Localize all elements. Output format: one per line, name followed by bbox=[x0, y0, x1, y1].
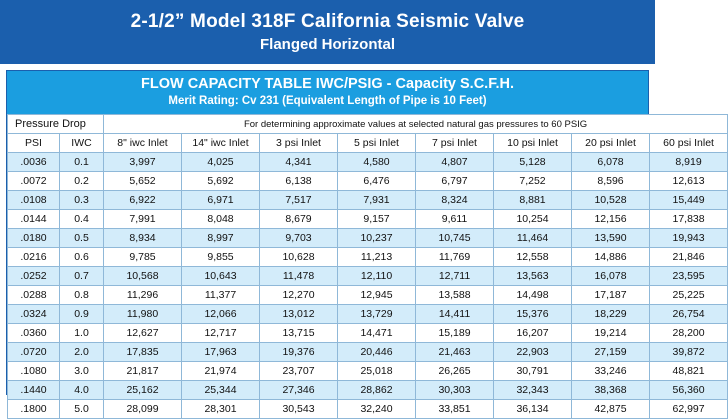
cell-value: 12,066 bbox=[182, 305, 260, 324]
cell-value: 56,360 bbox=[650, 381, 728, 400]
cell-iwc: 0.8 bbox=[60, 286, 104, 305]
cell-value: 4,807 bbox=[416, 153, 494, 172]
cell-value: 19,376 bbox=[260, 343, 338, 362]
cell-value: 38,368 bbox=[572, 381, 650, 400]
cell-value: 11,464 bbox=[494, 229, 572, 248]
table-note: For determining approximate values at selected natural gas pressures to 60 PSIG bbox=[104, 115, 728, 134]
cell-value: 21,846 bbox=[650, 248, 728, 267]
table-row bbox=[8, 191, 728, 210]
cell-value: 12,627 bbox=[104, 324, 182, 343]
cell-value: 8,919 bbox=[650, 153, 728, 172]
cell-value: 15,449 bbox=[650, 191, 728, 210]
cell-iwc: 5.0 bbox=[60, 400, 104, 419]
cell-value: 6,078 bbox=[572, 153, 650, 172]
cell-value: 12,711 bbox=[416, 267, 494, 286]
cell-value: 10,628 bbox=[260, 248, 338, 267]
cell-psi: .0324 bbox=[8, 305, 60, 324]
pressure-drop-label: Pressure Drop bbox=[8, 115, 104, 134]
cell-value: 33,851 bbox=[416, 400, 494, 419]
cell-value: 10,254 bbox=[494, 210, 572, 229]
cell-value: 12,613 bbox=[650, 172, 728, 191]
cell-iwc: 0.1 bbox=[60, 153, 104, 172]
cell-value: 4,341 bbox=[260, 153, 338, 172]
cell-value: 13,588 bbox=[416, 286, 494, 305]
cell-psi: .0720 bbox=[8, 343, 60, 362]
cell-value: 9,157 bbox=[338, 210, 416, 229]
cell-value: 28,200 bbox=[650, 324, 728, 343]
cell-value: 6,922 bbox=[104, 191, 182, 210]
table-row bbox=[8, 172, 728, 191]
table-row bbox=[8, 381, 728, 400]
cell-value: 12,558 bbox=[494, 248, 572, 267]
cell-value: 16,078 bbox=[572, 267, 650, 286]
cell-iwc: 4.0 bbox=[60, 381, 104, 400]
cell-value: 21,974 bbox=[182, 362, 260, 381]
cell-value: 10,568 bbox=[104, 267, 182, 286]
cell-value: 23,707 bbox=[260, 362, 338, 381]
column-header-inlet-1: 8" iwc Inlet bbox=[104, 134, 182, 153]
cell-value: 25,162 bbox=[104, 381, 182, 400]
column-header-inlet-6: 10 psi Inlet bbox=[494, 134, 572, 153]
cell-iwc: 1.0 bbox=[60, 324, 104, 343]
cell-value: 6,797 bbox=[416, 172, 494, 191]
cell-value: 28,862 bbox=[338, 381, 416, 400]
cell-value: 26,265 bbox=[416, 362, 494, 381]
cell-value: 7,991 bbox=[104, 210, 182, 229]
cell-value: 13,729 bbox=[338, 305, 416, 324]
table-header-block bbox=[7, 71, 648, 114]
capacity-grid bbox=[7, 114, 728, 419]
cell-psi: .0108 bbox=[8, 191, 60, 210]
cell-value: 12,110 bbox=[338, 267, 416, 286]
cell-value: 3,997 bbox=[104, 153, 182, 172]
cell-value: 21,463 bbox=[416, 343, 494, 362]
header-row-columns bbox=[8, 134, 728, 153]
cell-value: 11,377 bbox=[182, 286, 260, 305]
table-title: FLOW CAPACITY TABLE IWC/PSIG - Capacity S.C.F.H. bbox=[141, 76, 514, 92]
cell-iwc: 2.0 bbox=[60, 343, 104, 362]
cell-value: 25,018 bbox=[338, 362, 416, 381]
cell-psi: .1080 bbox=[8, 362, 60, 381]
cell-value: 17,838 bbox=[650, 210, 728, 229]
cell-value: 6,971 bbox=[182, 191, 260, 210]
table-row bbox=[8, 286, 728, 305]
cell-value: 25,344 bbox=[182, 381, 260, 400]
cell-value: 12,945 bbox=[338, 286, 416, 305]
cell-value: 7,517 bbox=[260, 191, 338, 210]
cell-psi: .0360 bbox=[8, 324, 60, 343]
cell-value: 10,237 bbox=[338, 229, 416, 248]
cell-value: 17,963 bbox=[182, 343, 260, 362]
cell-value: 62,997 bbox=[650, 400, 728, 419]
table-row bbox=[8, 305, 728, 324]
cell-value: 8,048 bbox=[182, 210, 260, 229]
cell-iwc: 0.9 bbox=[60, 305, 104, 324]
cell-value: 48,821 bbox=[650, 362, 728, 381]
column-header-inlet-2: 14" iwc Inlet bbox=[182, 134, 260, 153]
cell-value: 5,128 bbox=[494, 153, 572, 172]
cell-value: 13,715 bbox=[260, 324, 338, 343]
cell-iwc: 0.6 bbox=[60, 248, 104, 267]
cell-psi: .0072 bbox=[8, 172, 60, 191]
cell-value: 9,703 bbox=[260, 229, 338, 248]
cell-value: 13,563 bbox=[494, 267, 572, 286]
cell-value: 8,997 bbox=[182, 229, 260, 248]
cell-value: 20,446 bbox=[338, 343, 416, 362]
table-row bbox=[8, 362, 728, 381]
cell-value: 14,411 bbox=[416, 305, 494, 324]
cell-value: 30,791 bbox=[494, 362, 572, 381]
cell-iwc: 0.5 bbox=[60, 229, 104, 248]
cell-value: 8,679 bbox=[260, 210, 338, 229]
cell-psi: .0216 bbox=[8, 248, 60, 267]
cell-value: 14,498 bbox=[494, 286, 572, 305]
cell-value: 25,225 bbox=[650, 286, 728, 305]
cell-value: 13,590 bbox=[572, 229, 650, 248]
cell-iwc: 0.4 bbox=[60, 210, 104, 229]
title-banner bbox=[0, 0, 655, 64]
cell-iwc: 0.3 bbox=[60, 191, 104, 210]
cell-value: 32,343 bbox=[494, 381, 572, 400]
cell-value: 6,138 bbox=[260, 172, 338, 191]
cell-value: 15,376 bbox=[494, 305, 572, 324]
cell-value: 32,240 bbox=[338, 400, 416, 419]
cell-psi: .0144 bbox=[8, 210, 60, 229]
cell-psi: .0180 bbox=[8, 229, 60, 248]
table-row bbox=[8, 210, 728, 229]
cell-value: 30,303 bbox=[416, 381, 494, 400]
cell-value: 5,692 bbox=[182, 172, 260, 191]
product-title: 2-1/2” Model 318F California Seismic Valve bbox=[130, 10, 525, 32]
cell-psi: .1800 bbox=[8, 400, 60, 419]
table-row bbox=[8, 248, 728, 267]
cell-value: 8,934 bbox=[104, 229, 182, 248]
cell-value: 8,596 bbox=[572, 172, 650, 191]
cell-value: 27,159 bbox=[572, 343, 650, 362]
cell-value: 11,769 bbox=[416, 248, 494, 267]
cell-value: 11,296 bbox=[104, 286, 182, 305]
cell-value: 10,745 bbox=[416, 229, 494, 248]
cell-value: 9,785 bbox=[104, 248, 182, 267]
column-header-psi: PSI bbox=[8, 134, 60, 153]
table-subtitle: Merit Rating: Cv 231 (Equivalent Length of Pipe is 10 Feet) bbox=[168, 95, 487, 107]
cell-value: 9,855 bbox=[182, 248, 260, 267]
cell-value: 21,817 bbox=[104, 362, 182, 381]
flow-capacity-table bbox=[6, 70, 714, 415]
cell-value: 17,835 bbox=[104, 343, 182, 362]
cell-value: 13,012 bbox=[260, 305, 338, 324]
cell-value: 11,980 bbox=[104, 305, 182, 324]
column-header-inlet-3: 3 psi Inlet bbox=[260, 134, 338, 153]
cell-psi: .0036 bbox=[8, 153, 60, 172]
cell-value: 19,214 bbox=[572, 324, 650, 343]
table-row bbox=[8, 267, 728, 286]
cell-value: 12,270 bbox=[260, 286, 338, 305]
cell-value: 28,099 bbox=[104, 400, 182, 419]
cell-value: 5,652 bbox=[104, 172, 182, 191]
cell-value: 36,134 bbox=[494, 400, 572, 419]
table-row bbox=[8, 343, 728, 362]
cell-value: 19,943 bbox=[650, 229, 728, 248]
cell-value: 42,875 bbox=[572, 400, 650, 419]
cell-value: 4,580 bbox=[338, 153, 416, 172]
column-header-iwc: IWC bbox=[60, 134, 104, 153]
cell-value: 6,476 bbox=[338, 172, 416, 191]
cell-value: 26,754 bbox=[650, 305, 728, 324]
cell-value: 8,324 bbox=[416, 191, 494, 210]
cell-value: 23,595 bbox=[650, 267, 728, 286]
column-header-inlet-7: 20 psi Inlet bbox=[572, 134, 650, 153]
cell-value: 18,229 bbox=[572, 305, 650, 324]
cell-value: 17,187 bbox=[572, 286, 650, 305]
cell-value: 7,931 bbox=[338, 191, 416, 210]
cell-value: 14,471 bbox=[338, 324, 416, 343]
cell-value: 14,886 bbox=[572, 248, 650, 267]
cell-psi: .0252 bbox=[8, 267, 60, 286]
table-row bbox=[8, 400, 728, 419]
cell-value: 16,207 bbox=[494, 324, 572, 343]
column-header-inlet-4: 5 psi Inlet bbox=[338, 134, 416, 153]
cell-value: 10,643 bbox=[182, 267, 260, 286]
cell-iwc: 0.7 bbox=[60, 267, 104, 286]
cell-value: 10,528 bbox=[572, 191, 650, 210]
cell-value: 9,611 bbox=[416, 210, 494, 229]
cell-iwc: 3.0 bbox=[60, 362, 104, 381]
column-header-inlet-5: 7 psi Inlet bbox=[416, 134, 494, 153]
cell-iwc: 0.2 bbox=[60, 172, 104, 191]
cell-value: 11,478 bbox=[260, 267, 338, 286]
cell-value: 11,213 bbox=[338, 248, 416, 267]
cell-value: 8,881 bbox=[494, 191, 572, 210]
cell-value: 22,903 bbox=[494, 343, 572, 362]
table-row bbox=[8, 229, 728, 248]
header-row-top bbox=[8, 115, 728, 134]
cell-value: 39,872 bbox=[650, 343, 728, 362]
cell-value: 12,717 bbox=[182, 324, 260, 343]
cell-value: 15,189 bbox=[416, 324, 494, 343]
cell-psi: .0288 bbox=[8, 286, 60, 305]
product-subtitle: Flanged Horizontal bbox=[260, 35, 395, 53]
cell-psi: .1440 bbox=[8, 381, 60, 400]
column-header-inlet-8: 60 psi Inlet bbox=[650, 134, 728, 153]
cell-value: 7,252 bbox=[494, 172, 572, 191]
table-row bbox=[8, 324, 728, 343]
table-row bbox=[8, 153, 728, 172]
cell-value: 4,025 bbox=[182, 153, 260, 172]
cell-value: 27,346 bbox=[260, 381, 338, 400]
cell-value: 30,543 bbox=[260, 400, 338, 419]
cell-value: 33,246 bbox=[572, 362, 650, 381]
cell-value: 12,156 bbox=[572, 210, 650, 229]
cell-value: 28,301 bbox=[182, 400, 260, 419]
